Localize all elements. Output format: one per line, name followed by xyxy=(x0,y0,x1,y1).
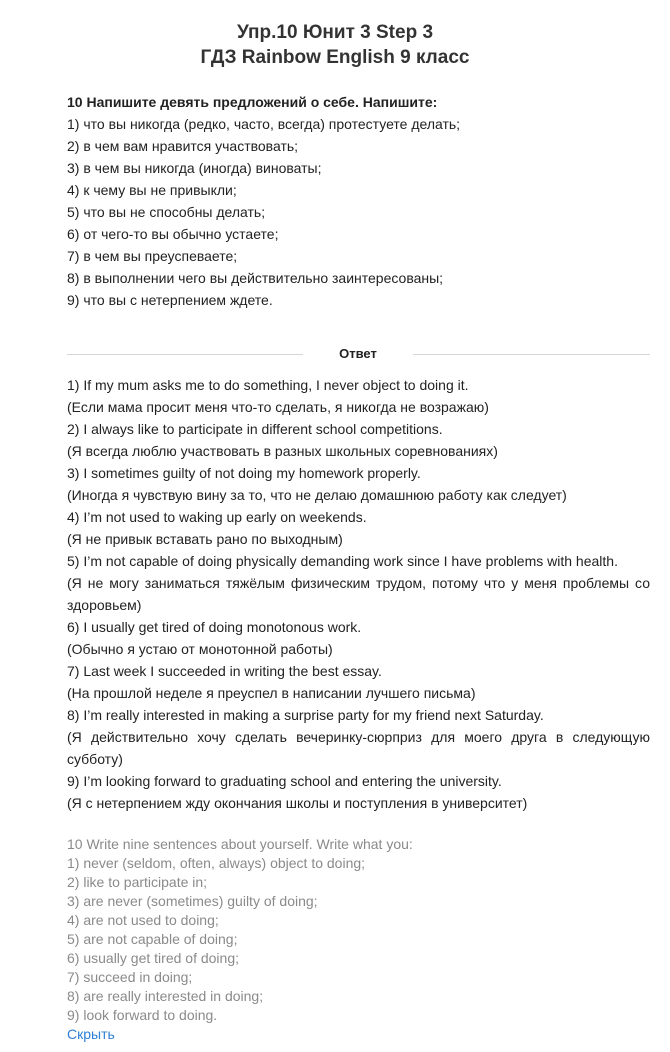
task-item: 8) в выполнении чего вы действительно заинтересованы; xyxy=(67,270,444,286)
title-line-1: Упр.10 Юнит 3 Step 3 xyxy=(236,22,434,43)
answer-line: 4) I’m not used to waking up early on weekends. xyxy=(67,509,367,525)
answer-line: (Я с нетерпением жду окончания школы и поступления в университет) xyxy=(67,795,528,811)
task-item: 2) в чем вам нравится участвовать; xyxy=(67,138,299,154)
task-item: 3) в чем вы никогда (иногда) виноваты; xyxy=(67,160,322,176)
task-english xyxy=(67,835,650,1044)
answer-block xyxy=(67,374,650,814)
english-heading: 10 Write nine sentences about yourself. Write what you: xyxy=(67,836,413,852)
english-item: 7) succeed in doing; xyxy=(67,969,193,985)
answer-line: (На прошлой неделе я преуспел в написании лучшего письма) xyxy=(67,685,476,701)
page-title xyxy=(0,0,670,70)
answer-line: (Я не могу заниматься тяжёлым физическим трудом, потому что у меня проблемы со здоровьем) xyxy=(67,575,650,613)
english-item: 4) are not used to doing; xyxy=(67,912,219,928)
divider-line-right xyxy=(413,354,650,355)
task-item: 1) что вы никогда (редко, часто, всегда) протестуете делать; xyxy=(67,116,461,132)
english-item: 1) never (seldom, often, always) object to doing; xyxy=(67,855,366,871)
answer-line: (Иногда я чувствую вину за то, что не делаю домашнюю работу как следует) xyxy=(67,487,567,503)
english-item: 8) are really interested in doing; xyxy=(67,988,264,1004)
answer-line: (Я не привык вставать рано по выходным) xyxy=(67,531,343,547)
divider-line-left xyxy=(67,354,303,355)
answer-line: (Я действительно хочу сделать вечеринку-сюрприз для моего друга в следующую субботу) xyxy=(67,729,650,767)
answer-line: 5) I’m not capable of doing physically demanding work since I have problems with health. xyxy=(67,553,618,569)
task-item: 7) в чем вы преуспеваете; xyxy=(67,248,238,264)
answer-line: 2) I always like to participate in different school competitions. xyxy=(67,421,443,437)
answer-divider xyxy=(67,343,650,365)
answer-line: (Обычно я устаю от монотонной работы) xyxy=(67,641,333,657)
hide-link[interactable]: Скрыть xyxy=(67,1026,115,1042)
answer-line: 1) If my mum asks me to do something, I never object to doing it. xyxy=(67,377,469,393)
task-item: 9) что вы с нетерпением ждете. xyxy=(67,292,273,308)
task-russian xyxy=(67,91,657,311)
answer-line: 9) I’m looking forward to graduating school and entering the university. xyxy=(67,773,502,789)
task-item: 4) к чему вы не привыкли; xyxy=(67,182,237,198)
task-item: 6) от чего-то вы обычно устаете; xyxy=(67,226,279,242)
english-item: 3) are never (sometimes) guilty of doing; xyxy=(67,893,318,909)
english-item: 2) like to participate in; xyxy=(67,874,208,890)
english-item: 9) look forward to doing. xyxy=(67,1007,218,1023)
english-item: 6) usually get tired of doing; xyxy=(67,950,239,966)
task-heading: 10 Напишите девять предложений о себе. Напишите: xyxy=(67,94,438,110)
title-line-2: ГДЗ Rainbow English 9 класс xyxy=(200,47,470,68)
answer-label: Ответ xyxy=(339,346,377,361)
answer-line: 7) Last week I succeeded in writing the best essay. xyxy=(67,663,382,679)
answer-line: (Если мама просит меня что-то сделать, я никогда не возражаю) xyxy=(67,399,489,415)
task-item: 5) что вы не способны делать; xyxy=(67,204,266,220)
english-item: 5) are not capable of doing; xyxy=(67,931,238,947)
answer-line: 6) I usually get tired of doing monotonous work. xyxy=(67,619,362,635)
answer-line: 3) I sometimes guilty of not doing my homework properly. xyxy=(67,465,421,481)
answer-line: (Я всегда люблю участвовать в разных школьных соревнованиях) xyxy=(67,443,498,459)
answer-line: 8) I’m really interested in making a surprise party for my friend next Saturday. xyxy=(67,707,544,723)
